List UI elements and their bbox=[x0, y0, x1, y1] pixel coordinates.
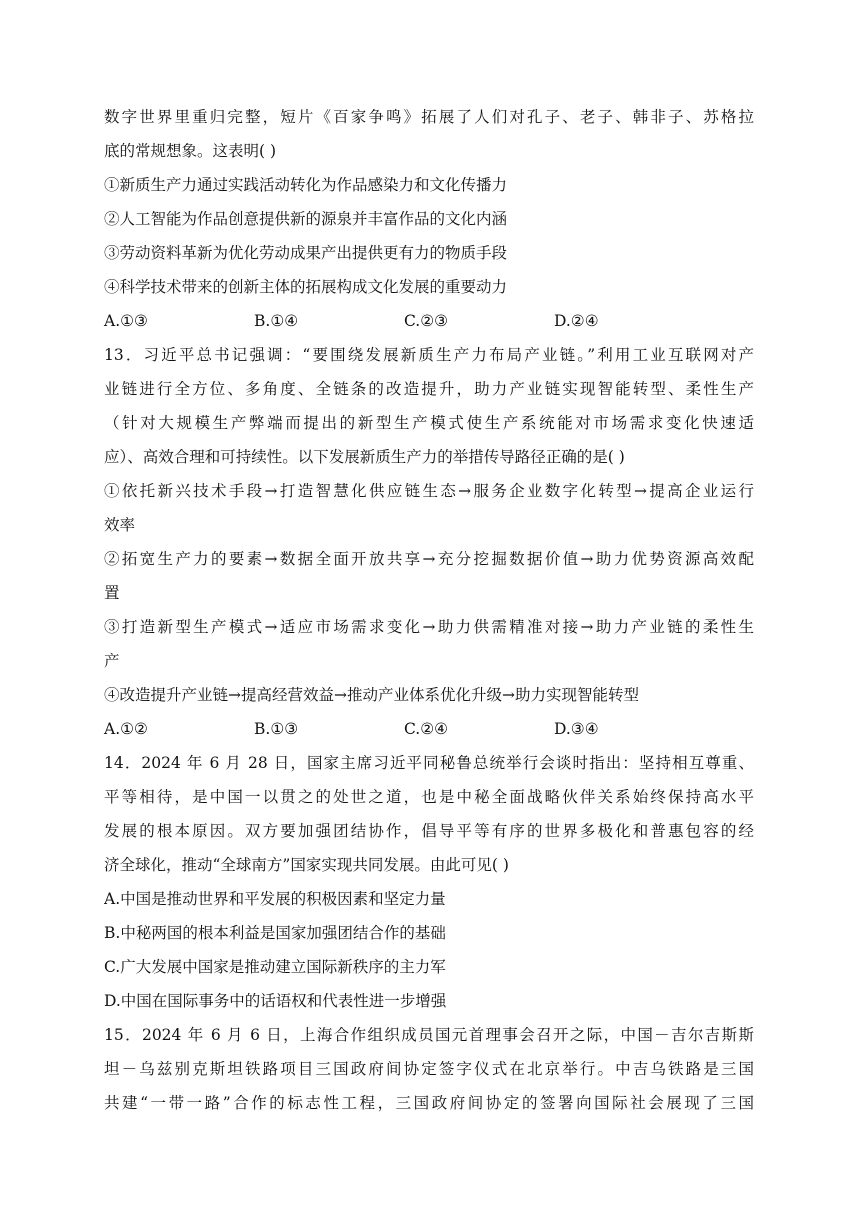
question-14-choice-c: C.广大发展中国家是推动建立国际新秩序的主力军 bbox=[104, 958, 446, 976]
question-14-choice-d: D.中国在国际事务中的话语权和代表性进一步增强 bbox=[104, 992, 447, 1010]
question-14-text-line: 14．2024 年 6 月 28 日，国家主席习近平同秘鲁总统举行会谈时指出：坚持相互尊重、 bbox=[104, 754, 754, 772]
question-13-text-line: （针对大规模生产弊端而提出的新型生产模式使生产系统能对市场需求变化快速适 bbox=[104, 414, 754, 432]
question-14-choice-b: B.中秘两国的根本利益是国家加强团结合作的基础 bbox=[104, 924, 446, 942]
question-12-option-c: C.②③ bbox=[404, 312, 449, 330]
question-13-statement-3: ③打造新型生产模式→适应市场需求变化→助力供需精准对接→助力产业链的柔性生 bbox=[104, 618, 754, 636]
question-13-statement-2: ②拓宽生产力的要素→数据全面开放共享→充分挖掘数据价值→助力优势资源高效配 bbox=[104, 550, 754, 568]
question-13-option-b: B.①③ bbox=[254, 720, 299, 738]
question-13-option-a: A.①② bbox=[104, 720, 148, 738]
question-15-text-line: 15．2024 年 6 月 6 日，上海合作组织成员国元首理事会召开之际，中国－吉尔吉斯斯 bbox=[104, 1026, 754, 1044]
question-13-statement-3-cont: 产 bbox=[104, 652, 120, 670]
question-12-statement-1: ①新质生产力通过实践活动转化为作品感染力和文化传播力 bbox=[104, 176, 508, 194]
question-13-option-d: D.③④ bbox=[554, 720, 599, 738]
question-12-statement-2: ②人工智能为作品创意提供新的源泉并丰富作品的文化内涵 bbox=[104, 210, 508, 228]
question-12-statement-3: ③劳动资料革新为优化劳动成果产出提供更有力的物质手段 bbox=[104, 244, 508, 262]
question-12-option-a: A.①③ bbox=[104, 312, 148, 330]
question-13-statement-2-cont: 置 bbox=[104, 584, 120, 602]
question-12-options bbox=[104, 304, 754, 338]
question-13-text-line: 业链进行全方位、多角度、全链条的改造提升，助力产业链实现智能转型、柔性生产 bbox=[104, 380, 754, 398]
question-13-statement-1: ①依托新兴技术手段→打造智慧化供应链生态→服务企业数字化转型→提高企业运行 bbox=[104, 482, 754, 500]
question-14-text-line: 发展的根本原因。双方要加强团结协作，倡导平等有序的世界多极化和普惠包容的经 bbox=[104, 822, 754, 840]
question-12-option-b: B.①④ bbox=[254, 312, 299, 330]
question-13-statement-4: ④改造提升产业链→提高经营效益→推动产业体系优化升级→助力实现智能转型 bbox=[104, 686, 639, 704]
question-13-statement-1-cont: 效率 bbox=[104, 516, 136, 534]
question-14-text-line: 平等相待，是中国一以贯之的处世之道，也是中秘全面战略伙伴关系始终保持高水平 bbox=[104, 788, 754, 806]
question-13-text-line: 13．习近平总书记强调：“要围绕发展新质生产力布局产业链。”利用工业互联网对产 bbox=[104, 346, 754, 364]
question-14-choice-a: A.中国是推动世界和平发展的积极因素和坚定力量 bbox=[104, 890, 446, 908]
question-12-text-line: 数字世界里重归完整，短片《百家争鸣》拓展了人们对孔子、老子、韩非子、苏格拉 bbox=[104, 108, 754, 126]
question-12-option-d: D.②④ bbox=[554, 312, 599, 330]
exam-page bbox=[104, 100, 754, 1120]
question-13-text-line: 应）、高效合理和可持续性。以下发展新质生产力的举措传导路径正确的是( ) bbox=[104, 448, 625, 466]
question-12-text-line: 底的常规想象。这表明( ) bbox=[104, 142, 277, 160]
question-13-option-c: C.②④ bbox=[404, 720, 449, 738]
question-12-statement-4: ④科学技术带来的创新主体的拓展构成文化发展的重要动力 bbox=[104, 278, 508, 296]
question-15-text-line: 共建“一带一路”合作的标志性工程，三国政府间协定的签署向国际社会展现了三国 bbox=[104, 1094, 754, 1112]
question-15-text-line: 坦－乌兹别克斯坦铁路项目三国政府间协定签字仪式在北京举行。中吉乌铁路是三国 bbox=[104, 1060, 754, 1078]
question-14-text-line: 济全球化，推动“全球南方”国家实现共同发展。由此可见( ) bbox=[104, 856, 509, 874]
question-13-options bbox=[104, 712, 754, 746]
